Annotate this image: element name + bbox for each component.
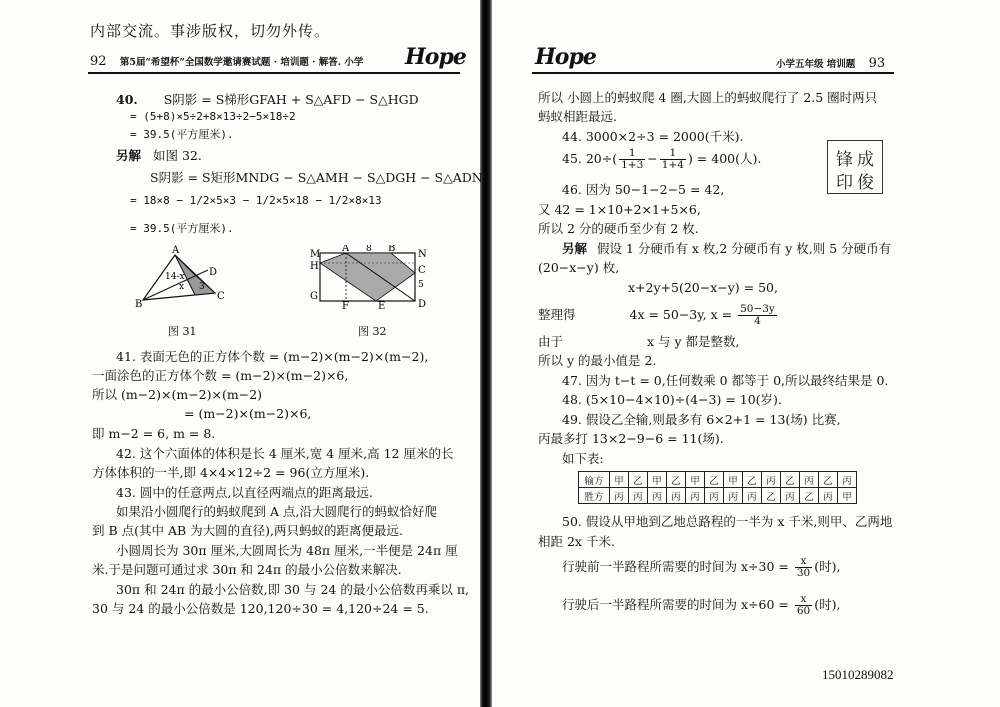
q46-frac: $\frac{50-3y}{4}$ — [740, 303, 775, 328]
table-cell: 乙 — [800, 488, 819, 504]
q40-alt-heading: 另解 如图 32. — [116, 148, 202, 163]
q46-line-3: 所以 2 分的硬币至少有 2 枚. — [538, 221, 699, 236]
q43-line-6: 30π 和 24π 的最小公倍数,即 30 与 24 的最小公倍数再乘以 π, — [116, 582, 470, 597]
q40-alt-formula: S阴影 = S矩形MNDG − S△AMH − S△DGH − S△ADN — [150, 170, 483, 185]
left-header-rule — [88, 72, 460, 74]
hope-logo-right: Hope — [535, 44, 596, 70]
q50-time-1: 行驶前一半路程所需要的时间为 x÷30 = $\frac{x}{30}$ (时), — [562, 555, 841, 580]
table-cell: 丙 — [705, 488, 724, 504]
table-cell: 甲 — [610, 472, 629, 488]
fig32-label-c: C — [418, 265, 426, 276]
right-header-title: 小学五年级 培训题 — [776, 59, 856, 70]
q46-alt-line-2: (20−x−y) 枚, — [538, 260, 620, 275]
right-page-number: 93 — [868, 56, 886, 71]
fig31-label-14x: 14-x — [165, 272, 185, 282]
q43-line-3: 到 B 点(其中 AB 为大圆的直径),两只蚂蚁的距离便最远. — [92, 523, 403, 538]
q48: 48. (5×10−4×10)÷(4−3) = 10(岁). — [562, 392, 782, 407]
fig32-label-n: N — [418, 249, 427, 260]
q43-line-5: 米.于是问题可通过求 30π 和 24π 的最小公倍数来解决. — [92, 562, 402, 577]
table-header-cell: 胜方 — [579, 488, 610, 504]
left-page-number: 92 — [90, 54, 107, 69]
table-cell: 丙 — [819, 488, 838, 504]
table-cell: 乙 — [629, 472, 648, 488]
fig32-label-5: 5 — [418, 280, 424, 290]
copyright-notice: 内部交流。事涉版权，切勿外传。 — [90, 22, 331, 40]
left-header — [90, 54, 363, 69]
q46-line-2: 又 42 = 1×10+2×1+5×6, — [538, 202, 701, 217]
right-header — [776, 56, 885, 71]
q50-time-2: 行驶后一半路程所需要的时间为 x÷60 = $\frac{x}{60}$ (时), — [562, 593, 841, 618]
table-cell: 丙 — [610, 488, 629, 504]
left-header-title: 第5届“希望杯”全国数学邀请赛试题 · 培训题 · 解答. 小学 — [119, 57, 364, 68]
q45: 45. 20÷( $\frac{1}{1+3}$ − $\frac{1}{1+4}$ ) = 400(人). — [562, 147, 762, 172]
q45-frac-1: $\frac{1}{1+3}$ — [621, 147, 644, 172]
fig31-label-d: D — [209, 267, 218, 278]
q46-alt-equation: x+2y+5(20−x−y) = 50, — [628, 280, 778, 295]
seal-char: 锋 — [836, 150, 853, 170]
q43-cont-line-1: 所以 小圆上的蚂蚁爬 4 圈,大圆上的蚂蚁爬行了 2.5 圈时两只 — [538, 90, 878, 105]
match-table — [578, 471, 857, 504]
fig32-label-8: 8 — [366, 245, 372, 254]
phone-number: 15010289082 — [822, 667, 894, 682]
q40-calc: = (5+8)×5÷2+8×13÷2−5×18÷2 — [130, 110, 296, 123]
fig31-label-a: A — [172, 245, 180, 256]
q46-since: 由于 x 与 y 都是整数, — [538, 334, 740, 349]
q40-formula: 40. S阴影 = S梯形GFAH + S△AFD − S△HGD — [116, 92, 419, 107]
fig32-label-d: D — [418, 299, 427, 310]
table-cell: 丙 — [724, 488, 743, 504]
fig31-label-3: 3 — [199, 282, 205, 292]
q43-cont-line-2: 蚂蚁相距最远. — [538, 109, 617, 124]
table-cell: 丙 — [800, 472, 819, 488]
q50-line-2: 相距 2x 千米. — [538, 534, 615, 549]
table-cell: 乙 — [705, 472, 724, 488]
seal-char: 印 — [836, 173, 853, 193]
q50-line-1: 50. 假设从甲地到乙地总路程的一半为 x 千米,则甲、乙两地 — [562, 514, 893, 529]
fig32-label-m: M — [310, 249, 321, 260]
q41-line-1: 41. 表面无色的正方体个数 = (m−2)×(m−2)×(m−2), — [116, 349, 429, 364]
q46-arrange: 整理得 4x = 50−3y, x = $\frac{50-3y}{4}$ — [538, 303, 775, 328]
q44: 44. 3000×2÷3 = 2000(千米). — [562, 129, 744, 144]
seal-char: 成 — [857, 150, 874, 170]
book-spine — [480, 0, 492, 707]
seal-char: 俊 — [857, 173, 874, 193]
q41-line-5: 即 m−2 = 6, m = 8. — [92, 426, 216, 441]
fig32-label-b: B — [388, 245, 396, 254]
q41-line-4: = (m−2)×(m−2)×6, — [184, 406, 312, 421]
q41-line-2: 一面涂色的正方体个数 = (m−2)×(m−2)×6, — [92, 368, 349, 383]
hope-logo-left: Hope — [405, 44, 466, 70]
table-cell: 甲 — [838, 488, 857, 504]
table-cell: 乙 — [819, 472, 838, 488]
q40-alt-calc: = 18×8 − 1/2×5×3 − 1/2×5×18 − 1/2×8×13 — [130, 194, 382, 207]
q43-line-1: 43. 圆中的任意两点,以直径两端点的距离最远. — [116, 485, 373, 500]
fig32-label-f: F — [342, 301, 349, 310]
figure-32 — [306, 245, 431, 310]
table-cell: 丙 — [743, 488, 762, 504]
seal-stamp — [827, 140, 883, 194]
q49-line-1: 49. 假设乙全输,则最多有 6×2+1 = 13(场) 比赛, — [562, 412, 841, 427]
q42-line-1: 42. 这个六面体的体积是长 4 厘米,宽 4 厘米,高 12 厘米的长 — [116, 446, 454, 461]
table-cell: 丙 — [762, 472, 781, 488]
q41-line-3: 所以 (m−2)×(m−2)×(m−2) — [92, 387, 263, 402]
q50-frac-2: $\frac{x}{60}$ — [796, 593, 811, 618]
q49-line-2: 丙最多打 13×2−9−6 = 11(场). — [538, 431, 724, 446]
figure-31-caption: 图 31 — [168, 325, 197, 338]
table-cell: 乙 — [743, 472, 762, 488]
q45-frac-2: $\frac{1}{1+4}$ — [661, 147, 684, 172]
q43-line-4: 小圆周长为 30π 厘米,大圆周长为 48π 厘米,一半便是 24π 厘 — [116, 543, 458, 558]
q43-line-7: 30 与 24 的最小公倍数是 120,120÷30 = 4,120÷24 = 5. — [92, 601, 429, 616]
q47: 47. 因为 t−t = 0,任何数乘 0 都等于 0,所以最终结果是 0. — [562, 373, 889, 388]
table-row-winner — [579, 488, 857, 504]
table-cell: 乙 — [762, 488, 781, 504]
fig32-label-g: G — [310, 291, 318, 302]
table-cell: 甲 — [724, 472, 743, 488]
table-cell: 乙 — [781, 472, 800, 488]
table-cell: 丙 — [686, 488, 705, 504]
fig31-label-x: x — [179, 282, 185, 292]
q49-line-3: 如下表: — [562, 451, 604, 466]
q42-line-2: 方体体积的一半,即 4×4×12÷2 = 96(立方厘米). — [92, 465, 370, 480]
fig31-label-c: C — [217, 291, 225, 302]
table-cell: 甲 — [648, 472, 667, 488]
table-cell: 丙 — [648, 488, 667, 504]
q50-frac-1: $\frac{x}{30}$ — [796, 555, 811, 580]
q46-conclusion: 所以 y 的最小值是 2. — [538, 353, 657, 368]
fig32-label-e: E — [378, 301, 386, 310]
table-header-cell: 输方 — [579, 472, 610, 488]
fig32-label-a: A — [342, 245, 350, 254]
table-row-loser — [579, 472, 857, 488]
table-cell: 丙 — [838, 472, 857, 488]
table-cell: 丙 — [629, 488, 648, 504]
q43-line-2: 如果沿小圆爬行的蚂蚁爬到 A 点,沿大圆爬行的蚂蚁恰好爬 — [116, 504, 437, 519]
q46-line-1: 46. 因为 50−1−2−5 = 42, — [562, 182, 725, 197]
q40-alt-result: = 39.5(平方厘米). — [130, 222, 234, 235]
figure-32-caption: 图 32 — [358, 325, 387, 338]
table-cell: 丙 — [781, 488, 800, 504]
fig32-label-h: H — [310, 261, 319, 272]
q46-alt-line-1: 另解 假设 1 分硬币有 x 枚,2 分硬币有 y 枚,则 5 分硬币有 — [562, 241, 892, 256]
q40-result: = 39.5(平方厘米). — [130, 128, 234, 141]
fig31-label-b: B — [135, 299, 143, 310]
figure-31 — [135, 245, 225, 310]
table-cell: 乙 — [667, 472, 686, 488]
fig32-shaded — [320, 253, 415, 301]
table-cell: 甲 — [686, 472, 705, 488]
table-cell: 丙 — [667, 488, 686, 504]
right-header-rule — [532, 72, 894, 74]
